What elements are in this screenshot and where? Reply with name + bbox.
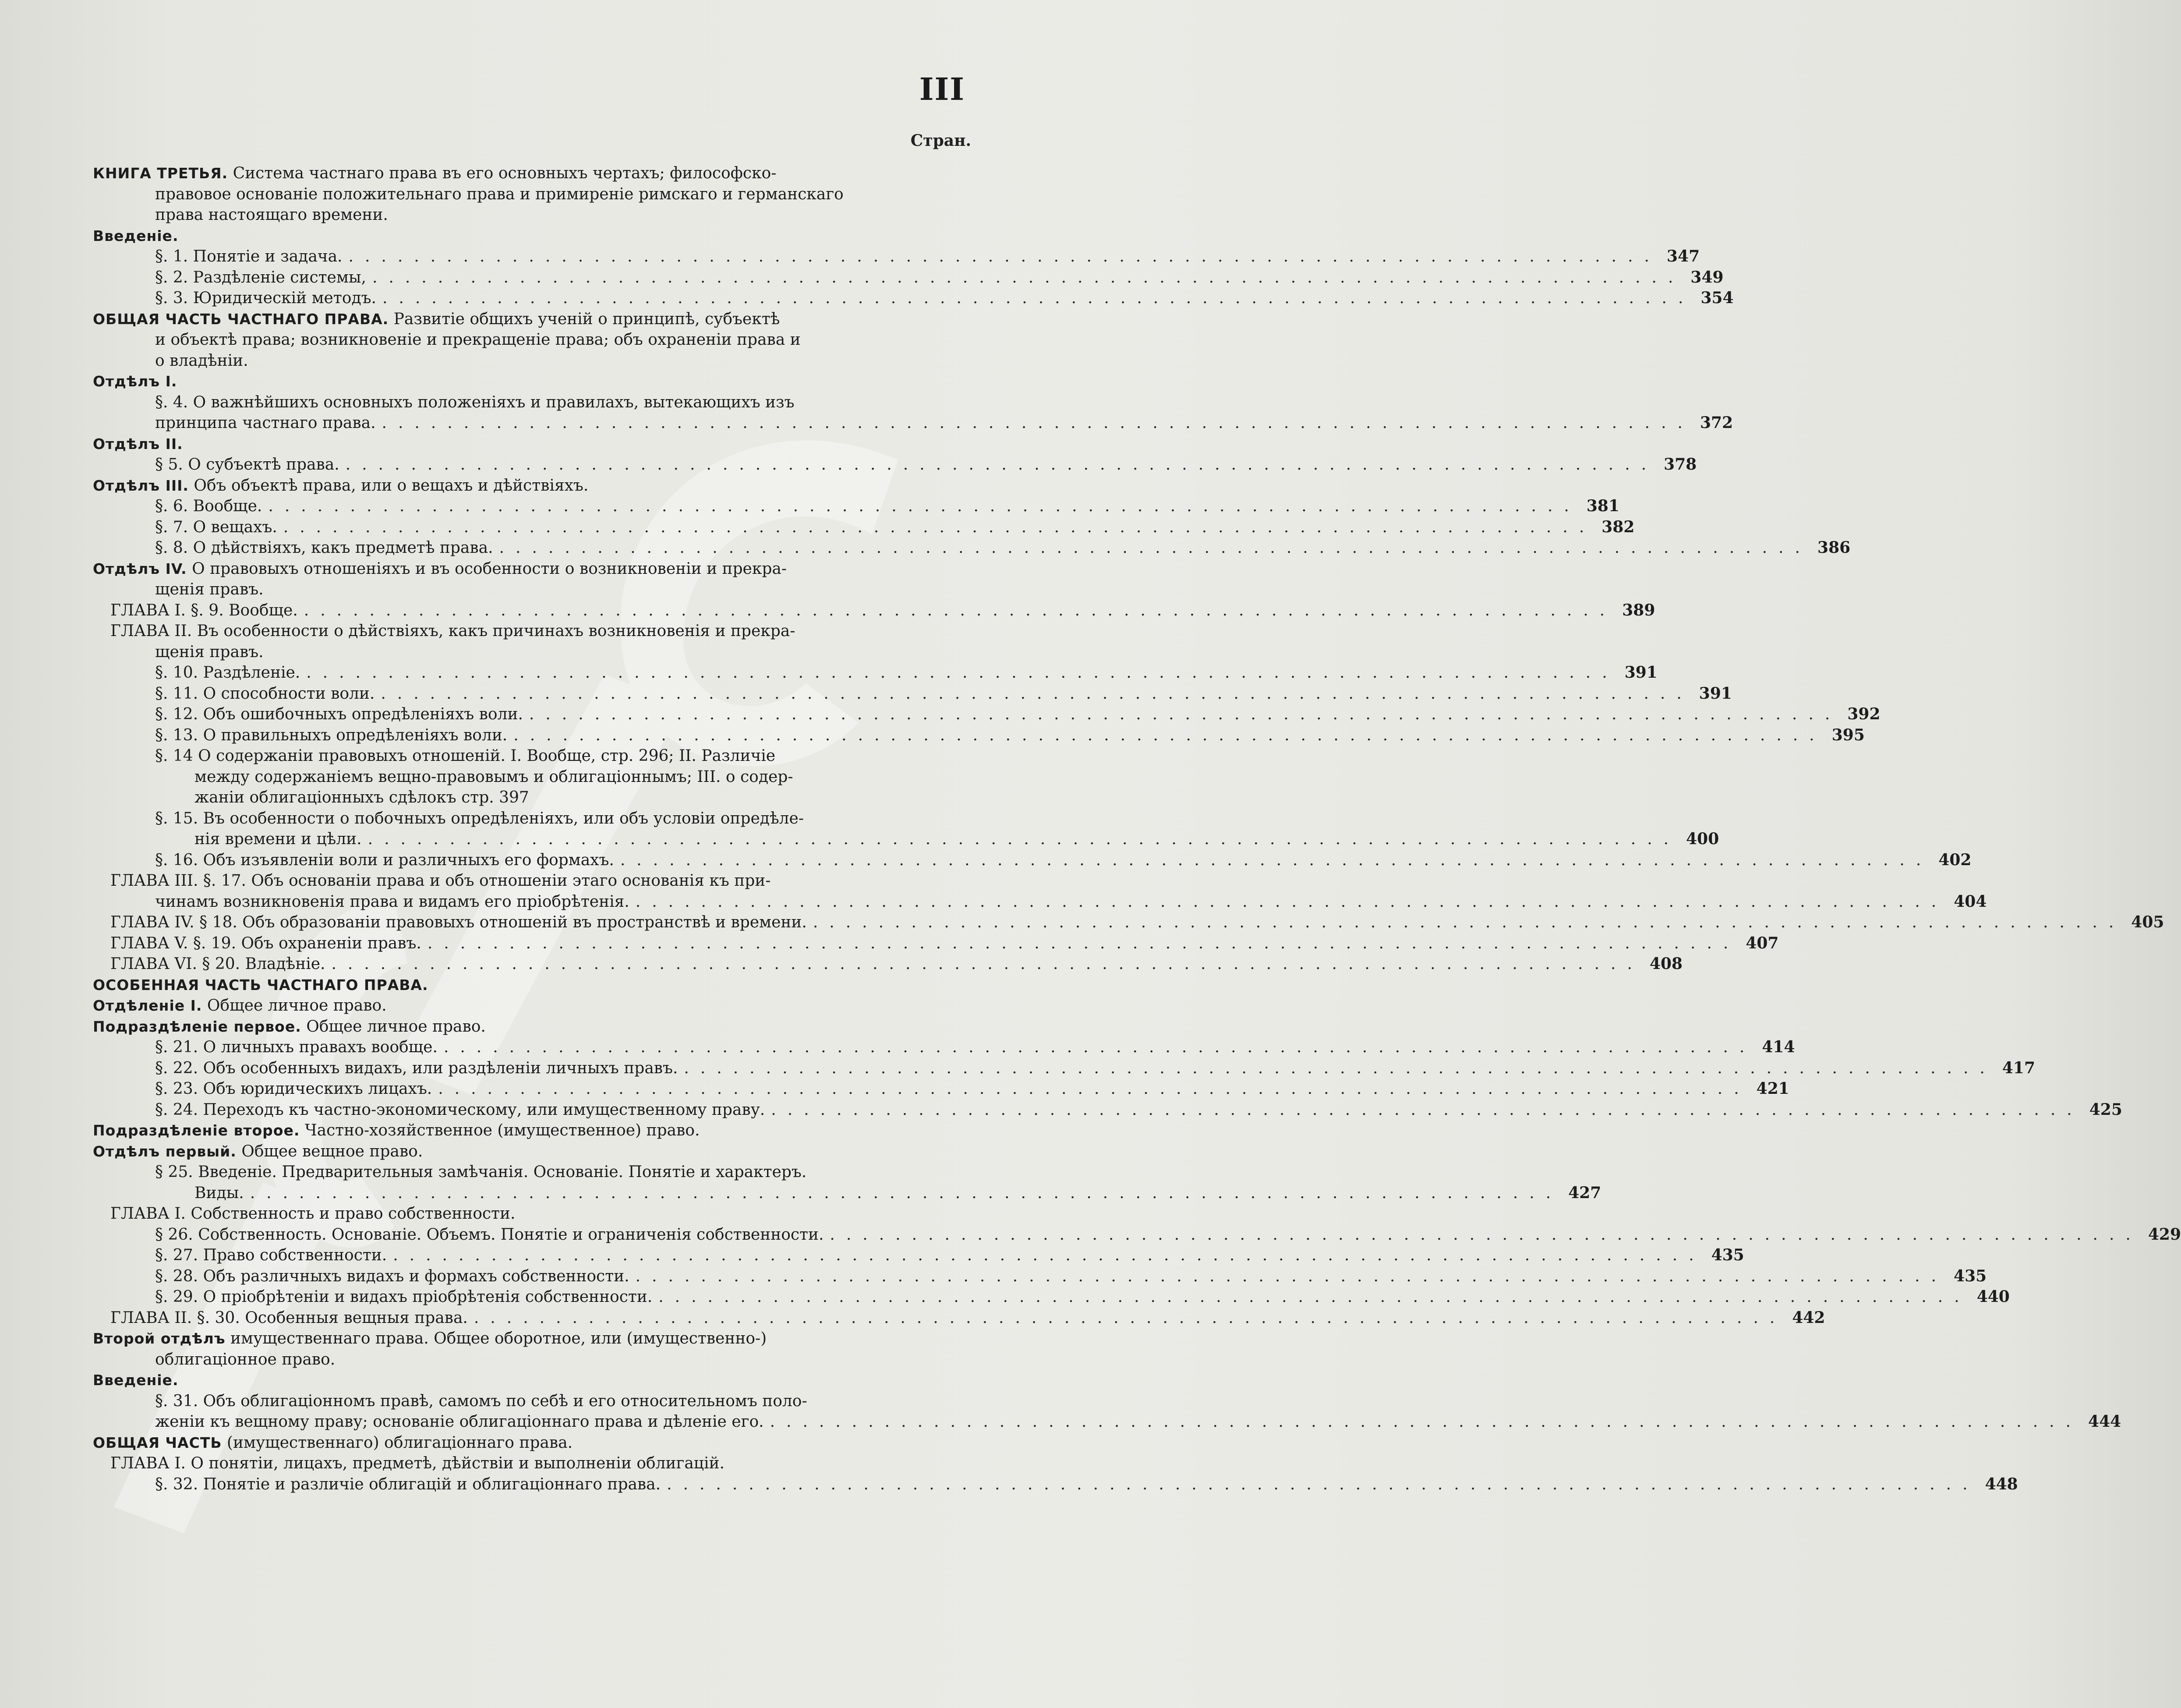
toc-section-heading xyxy=(93,995,965,1016)
toc-entry-title: §. 3. Юридическiй методъ. xyxy=(155,289,376,307)
toc-entry xyxy=(93,704,1881,725)
dot-leader: ................................................................................ xyxy=(443,1038,1756,1056)
dot-leader: ................................................................................ xyxy=(438,1080,1750,1098)
toc-entry xyxy=(93,933,1779,954)
toc-heading-label: Введенiе. xyxy=(93,227,179,244)
toc-section-heading xyxy=(93,163,965,184)
toc-entry xyxy=(93,496,1619,517)
toc-entry-title: §. 11. О способности воли. xyxy=(155,684,375,703)
toc-page-number: 386 xyxy=(1817,538,1851,557)
toc-entry xyxy=(93,1474,2018,1495)
toc-entry-text xyxy=(110,954,325,975)
toc-section-heading xyxy=(93,559,965,580)
toc-entry xyxy=(93,912,2164,933)
toc-entry xyxy=(93,267,1724,288)
toc-entry-text xyxy=(155,1392,807,1410)
toc-entry xyxy=(93,1203,965,1224)
toc-entry xyxy=(93,808,965,829)
toc-entry xyxy=(93,454,1697,475)
dot-leader: ................................................................................ xyxy=(770,1413,2082,1431)
toc-entry-text xyxy=(155,891,629,912)
toc-entry-text xyxy=(155,517,277,538)
dot-leader: ................................................................................ xyxy=(635,1267,1948,1285)
dot-leader: ................................................................................ xyxy=(813,913,2125,931)
toc-page-number: 382 xyxy=(1601,517,1635,536)
toc-entry-title: §. 28. Объ различныхъ видахъ и формахъ собственности. xyxy=(155,1267,629,1285)
toc-entry-text xyxy=(110,1205,515,1223)
toc-page-number: 395 xyxy=(1831,725,1865,744)
toc-entry-title: §. 4. О важнѣйшихъ основныхъ положенiяхъ и правилахъ, вытекающихъ изъ xyxy=(155,393,795,411)
toc-section-heading xyxy=(93,226,965,247)
toc-entry xyxy=(93,1245,1744,1266)
toc-entry-title: права настоящаго времени. xyxy=(155,206,388,224)
toc-entry-text xyxy=(110,600,298,621)
toc-entry-text xyxy=(155,1287,652,1308)
toc-entry xyxy=(93,1058,2036,1079)
toc-entry-text xyxy=(155,1100,765,1121)
toc-entry-title: О правовыхъ отношенiяхъ и въ особенности о возникновенiи и прекра- xyxy=(187,559,787,578)
toc-entry-title: § 5. О субъектѣ права. xyxy=(155,456,339,474)
toc-entry-continuation xyxy=(93,767,965,788)
toc-entry-text xyxy=(155,267,366,288)
toc-section-heading xyxy=(93,1016,965,1037)
toc-heading-label: ОСОБЕННАЯ ЧАСТЬ ЧАСТНАГО ПРАВА. xyxy=(93,976,428,994)
toc-entry-continuation xyxy=(93,891,1987,912)
dot-leader: ................................................................................ xyxy=(513,726,1826,744)
toc-page-number: 444 xyxy=(2088,1412,2121,1431)
toc-section-heading xyxy=(93,475,965,496)
toc-entry-title: нiя времени и цѣли. xyxy=(194,830,362,848)
dot-leader: ................................................................................ xyxy=(474,1308,1786,1327)
toc-heading-label: Подраздѣленiе первое. xyxy=(93,1018,301,1035)
table-of-contents xyxy=(93,163,2181,1495)
toc-page-number: 421 xyxy=(1756,1079,1789,1098)
toc-entry-title: ГЛАВА II. Въ особенности о дѣйствiяхъ, какъ причинахъ возникновенiя и прекра- xyxy=(110,622,795,640)
toc-section-heading xyxy=(93,1432,965,1453)
toc-entry-title: Общее личное право. xyxy=(301,1017,486,1036)
toc-entry-text xyxy=(155,1351,335,1369)
dot-leader: ................................................................................ xyxy=(331,955,1644,973)
toc-page-number: 442 xyxy=(1792,1308,1825,1327)
dot-leader: ................................................................................ xyxy=(393,1246,1705,1264)
toc-page-number: 448 xyxy=(1985,1475,2018,1493)
toc-entry-title: принципа частнаго права. xyxy=(155,414,376,432)
toc-entry-text xyxy=(155,683,375,704)
toc-entry xyxy=(93,392,965,413)
toc-entry-text xyxy=(155,850,614,871)
toc-entry xyxy=(93,1100,2122,1121)
dot-leader: ................................................................................ xyxy=(830,1225,2142,1244)
dot-leader: ................................................................................ xyxy=(268,497,1580,515)
toc-entry-text xyxy=(155,496,262,517)
toc-page-number: 408 xyxy=(1649,955,1683,973)
toc-entry-text xyxy=(155,1079,432,1100)
dot-leader: ................................................................................ xyxy=(382,289,1695,307)
toc-entry-text xyxy=(110,912,807,933)
toc-entry-text xyxy=(93,560,787,578)
toc-entry-text xyxy=(155,580,264,598)
toc-entry xyxy=(93,1287,2010,1308)
toc-entry-title: щенiя правъ. xyxy=(155,580,264,598)
dot-leader: ................................................................................ xyxy=(306,664,1619,682)
toc-entry xyxy=(93,1453,965,1474)
toc-entry-text xyxy=(155,206,388,224)
toc-entry-title: §. 1. Понятiе и задача. xyxy=(155,248,343,265)
toc-entry-title: §. 8. О дѣйствiяхъ, какъ предметѣ права. xyxy=(155,539,493,557)
toc-entry-text xyxy=(194,829,362,850)
toc-entry-text xyxy=(155,1163,806,1181)
toc-entry-continuation xyxy=(93,579,965,600)
toc-entry xyxy=(93,1162,965,1183)
toc-entry-text xyxy=(93,164,776,182)
toc-entry-text xyxy=(155,1411,764,1432)
toc-entry-continuation xyxy=(93,184,965,205)
toc-entry-title: §. 22. Объ особенныхъ видахъ, или раздѣленiи личныхъ правъ. xyxy=(155,1059,678,1077)
toc-page-number: 435 xyxy=(1954,1266,1987,1285)
toc-entry-text xyxy=(110,1454,725,1472)
toc-heading-label: Отдѣлъ I. xyxy=(93,373,177,390)
toc-entry xyxy=(93,850,1972,871)
toc-page-number: 372 xyxy=(1700,414,1733,432)
toc-section-heading xyxy=(93,434,965,455)
toc-entry-title: чинамъ возникновенiя права и видамъ его прiобрѣтенiя. xyxy=(155,892,629,911)
toc-entry-title: §. 7. О вещахъ. xyxy=(155,518,277,536)
toc-entry-text xyxy=(155,810,804,827)
toc-section-heading xyxy=(93,1328,965,1349)
toc-entry-text xyxy=(155,747,775,765)
toc-page-number: 402 xyxy=(1938,850,1972,869)
toc-entry xyxy=(93,288,1734,309)
toc-entry xyxy=(93,246,1700,267)
toc-heading-label: Отдѣленiе I. xyxy=(93,997,202,1014)
toc-entry-title: женiи къ вещному праву; основанiе облигацiоннаго права и дѣленiе его. xyxy=(155,1413,764,1431)
toc-entry-text xyxy=(155,1224,824,1245)
toc-entry xyxy=(93,600,1655,621)
toc-entry-title: § 26. Собственность. Основанiе. Объемъ. Понятiе и ограниченiя собственности. xyxy=(155,1225,824,1244)
toc-entry-title: Система частнаго права въ его основныхъ чертахъ; философско- xyxy=(228,164,777,182)
toc-entry-title: §. 12. Объ ошибочныхъ опредѣленiяхъ воли. xyxy=(155,705,523,723)
toc-entry-text xyxy=(155,1266,629,1287)
toc-entry-title: ГЛАВА II. §. 30. Особенныя вещныя права. xyxy=(110,1308,468,1327)
toc-entry xyxy=(93,683,1732,704)
toc-entry xyxy=(93,1037,1795,1058)
toc-entry-continuation xyxy=(93,1349,965,1370)
toc-entry xyxy=(93,662,1658,683)
toc-entry-text xyxy=(93,372,177,390)
toc-entry-title: §. 23. Объ юридическихъ лицахъ. xyxy=(155,1080,432,1098)
toc-page-number: 391 xyxy=(1624,663,1658,682)
toc-heading-label: ОБЩАЯ ЧАСТЬ ЧАСТНАГО ПРАВА. xyxy=(93,310,389,328)
toc-entry-text xyxy=(155,185,844,203)
toc-entry-text xyxy=(110,933,421,954)
toc-page-number: 425 xyxy=(2089,1100,2122,1119)
toc-entry-text xyxy=(155,413,376,434)
toc-entry-title: жанiи облигацiонныхъ сдѣлокъ стр. 397 xyxy=(194,789,529,806)
toc-heading-label: ОБЩАЯ ЧАСТЬ xyxy=(93,1434,222,1451)
toc-entry-text xyxy=(93,1371,178,1389)
toc-entry-text xyxy=(155,331,801,349)
toc-entry-title: ГЛАВА V. §. 19. Объ охраненiи правъ. xyxy=(110,934,421,952)
toc-entry-text xyxy=(93,1121,700,1139)
dot-leader: ................................................................................ xyxy=(381,684,1693,703)
toc-entry-text xyxy=(155,725,507,746)
toc-entry-text xyxy=(110,622,795,640)
toc-entry xyxy=(93,538,1851,559)
toc-entry-title: ГЛАВА I. О понятiи, лицахъ, предметѣ, дѣйствiи и выполненiи облигацiй. xyxy=(110,1454,725,1472)
toc-entry-title: ГЛАВА I. Собственность и право собственности. xyxy=(110,1205,516,1223)
dot-leader: ................................................................................ xyxy=(348,248,1661,265)
toc-page-number: 389 xyxy=(1622,601,1655,619)
toc-entry-text xyxy=(93,227,178,245)
toc-entry xyxy=(93,870,965,891)
toc-entry-title: и объектѣ права; возникновенiе и прекращенiе права; объ охраненiи права и xyxy=(155,331,801,349)
toc-entry-text xyxy=(155,704,523,725)
toc-heading-label: Отдѣлъ IV. xyxy=(93,560,187,577)
dot-leader: ................................................................................ xyxy=(620,851,1933,869)
toc-entry xyxy=(93,746,965,767)
toc-entry-text xyxy=(155,1245,387,1266)
toc-entry-title: Общее вещное право. xyxy=(236,1142,423,1160)
dot-leader: ................................................................................ xyxy=(684,1059,1996,1077)
toc-entry-text xyxy=(93,1434,573,1452)
dot-leader: ................................................................................ xyxy=(382,414,1694,432)
toc-page-number: 407 xyxy=(1746,934,1779,952)
toc-heading-label: Подраздѣленiе второе. xyxy=(93,1122,300,1139)
toc-entry xyxy=(93,954,1683,975)
toc-entry-title: (имущественнаго) облигацiоннаго права. xyxy=(222,1433,573,1452)
toc-entry-text xyxy=(155,393,795,411)
dot-leader: ................................................................................ xyxy=(304,601,1616,619)
toc-section-heading xyxy=(93,1120,965,1141)
toc-entry-continuation xyxy=(93,1411,2121,1432)
toc-entry-continuation xyxy=(93,205,965,226)
toc-entry xyxy=(93,1079,1789,1100)
dot-leader: ................................................................................ xyxy=(667,1475,1979,1493)
toc-entry-title: §. 16. Объ изъявленiи воли и различныхъ его формахъ. xyxy=(155,851,614,869)
toc-page-number: 378 xyxy=(1664,455,1697,474)
toc-entry-continuation xyxy=(93,413,1733,434)
toc-entry-title: облигацiонное право. xyxy=(155,1350,336,1369)
toc-entry-continuation xyxy=(93,329,965,350)
toc-page-number: 381 xyxy=(1586,497,1619,515)
toc-entry-text xyxy=(155,352,248,370)
toc-page-number: 400 xyxy=(1686,830,1719,848)
toc-entry-text xyxy=(155,246,343,267)
toc-entry-title: между содержанiемъ вещно-правовымъ и облигацiоннымъ; III. о содер- xyxy=(194,767,793,786)
toc-entry-title: §. 32. Понятiе и различiе облигацiй и облигацiоннаго права. xyxy=(155,1475,661,1493)
toc-entry-text xyxy=(194,768,793,786)
toc-page-number: 347 xyxy=(1666,247,1700,265)
dot-leader: ................................................................................ xyxy=(250,1184,1562,1202)
toc-entry-text xyxy=(155,1474,661,1495)
toc-entry-title: ГЛАВА VI. § 20. Владѣнiе. xyxy=(110,955,325,973)
toc-entry-title: §. 31. Объ облигацiонномъ правѣ, самомъ по себѣ и его относительномъ поло- xyxy=(155,1392,807,1410)
toc-section-heading xyxy=(93,371,965,392)
toc-entry-title: Развитiе общихъ ученiй о принципѣ, субъектѣ xyxy=(389,310,780,328)
page-column-header: Стран. xyxy=(910,131,971,150)
toc-page-number: 417 xyxy=(2002,1058,2036,1077)
toc-entry-continuation xyxy=(93,829,1719,850)
toc-entry-text xyxy=(93,435,183,453)
toc-entry-text xyxy=(110,1308,468,1329)
toc-heading-label: Отдѣлъ II. xyxy=(93,435,183,453)
toc-entry-title: §. 27. Право собственности. xyxy=(155,1246,387,1264)
toc-heading-label: Отдѣлъ первый. xyxy=(93,1142,237,1160)
dot-leader: ................................................................................ xyxy=(771,1100,2083,1119)
toc-entry-title: § 25. Введенiе. Предварительныя замѣчанiя. Основанiе. Понятiе и характеръ. xyxy=(155,1163,807,1181)
toc-entry-title: §. 14 О содержанiи правовыхъ отношенiй. I. Вообще, стр. 296; II. Различiе xyxy=(155,747,776,765)
dot-leader: ................................................................................ xyxy=(635,892,1948,911)
dot-leader: ................................................................................ xyxy=(345,456,1658,474)
toc-entry-text xyxy=(93,1142,423,1160)
toc-entry-title: §. 2. Раздѣленiе системы, xyxy=(155,268,366,286)
toc-entry-title: §. 13. О правильныхъ опредѣленiяхъ воли. xyxy=(155,726,508,744)
page-number: III xyxy=(919,71,965,107)
dot-leader: ................................................................................ xyxy=(658,1288,1971,1306)
toc-entry-text xyxy=(194,1183,244,1204)
toc-entry-text xyxy=(155,1058,678,1079)
toc-entry-continuation xyxy=(93,642,965,663)
toc-heading-label: Отдѣлъ III. xyxy=(93,477,189,494)
toc-entry xyxy=(93,725,1865,746)
toc-entry-title: Объ объектѣ права, или о вещахъ и дѣйствiяхъ. xyxy=(188,476,589,495)
toc-entry-title: §. 24. Переходъ къ частно-экономическому, или имущественному праву. xyxy=(155,1100,765,1119)
toc-entry-title: о владѣнiи. xyxy=(155,351,248,370)
toc-page-number: 392 xyxy=(1847,705,1881,723)
toc-entry-text xyxy=(155,643,264,661)
dot-leader: ................................................................................ xyxy=(529,705,1842,723)
toc-entry-title: §. 29. О прiобрѣтенiи и видахъ прiобрѣтенiя собственности. xyxy=(155,1288,653,1306)
toc-entry-title: Частно-хозяйственное (имущественное) право. xyxy=(300,1121,700,1139)
toc-entry-text xyxy=(93,997,387,1015)
dot-leader: ................................................................................ xyxy=(427,934,1740,952)
toc-section-heading xyxy=(93,1370,965,1391)
dot-leader: ................................................................................ xyxy=(372,268,1685,286)
toc-page-number: 354 xyxy=(1700,289,1734,307)
toc-entry-text xyxy=(93,1330,767,1347)
toc-entry-title: щенiя правъ. xyxy=(155,643,264,661)
dot-leader: ................................................................................ xyxy=(283,518,1596,536)
toc-entry-title: §. 15. Въ особенности о побочныхъ опредѣленiяхъ, или объ условiи опредѣле- xyxy=(155,809,804,827)
toc-entry-title: §. 21. О личныхъ правахъ вообще. xyxy=(155,1038,438,1056)
toc-entry xyxy=(93,1224,2181,1245)
toc-entry-title: ГЛАВА III. §. 17. Объ основанiи права и объ отношенiи этаго основанiя къ при- xyxy=(110,872,771,890)
toc-entry-title: правовое основанiе положительнаго права и примиренiе римскаго и германскаго xyxy=(155,185,844,203)
toc-entry-title: Виды. xyxy=(194,1184,244,1202)
toc-page-number: 429 xyxy=(2148,1225,2181,1244)
toc-entry-title: ГЛАВА IV. § 18. Объ образованiи правовыхъ отношенiй въ пространствѣ и времени. xyxy=(110,913,807,931)
toc-entry-title: ГЛАВА I. §. 9. Вообще. xyxy=(110,601,298,619)
toc-page-number: 440 xyxy=(1976,1287,2010,1306)
toc-entry-text xyxy=(93,976,428,994)
toc-entry-title: имущественнаго права. Общее оборотное, или (имущественно-) xyxy=(225,1330,767,1347)
toc-entry-title: §. 10. Раздѣленiе. xyxy=(155,664,300,682)
toc-entry-title: §. 6. Вообще. xyxy=(155,497,262,515)
toc-page-number: 414 xyxy=(1762,1038,1795,1056)
toc-heading-label: КНИГА ТРЕТЬЯ. xyxy=(93,165,228,182)
toc-entry-text xyxy=(93,477,588,495)
toc-entry-text xyxy=(155,1037,438,1058)
toc-entry-text xyxy=(155,288,376,309)
toc-section-heading xyxy=(93,975,965,996)
dot-leader: ................................................................................ xyxy=(499,539,1812,557)
toc-heading-label: Второй отдѣлъ xyxy=(93,1330,226,1347)
toc-section-heading xyxy=(93,309,965,330)
toc-entry-continuation xyxy=(93,1183,1601,1204)
toc-section-heading xyxy=(93,1141,965,1162)
toc-heading-label: Введенiе. xyxy=(93,1372,179,1389)
toc-entry-continuation xyxy=(93,787,965,808)
toc-entry-text xyxy=(155,662,300,683)
toc-entry xyxy=(93,517,1635,538)
toc-entry-text xyxy=(93,1018,486,1036)
toc-page-number: 404 xyxy=(1954,892,1987,911)
toc-page-number: 427 xyxy=(1568,1183,1601,1202)
toc-entry xyxy=(93,621,965,642)
toc-entry xyxy=(93,1308,1825,1329)
toc-entry-text xyxy=(155,538,493,559)
toc-page-number: 435 xyxy=(1711,1246,1744,1264)
toc-entry xyxy=(93,1391,965,1412)
toc-entry-text xyxy=(155,454,339,475)
toc-entry-title: Общее личное право. xyxy=(202,997,387,1015)
toc-page-number: 391 xyxy=(1699,684,1732,703)
toc-page-number: 405 xyxy=(2131,913,2164,931)
toc-entry-text xyxy=(93,310,780,328)
toc-entry-text xyxy=(110,872,771,890)
toc-entry-text xyxy=(194,789,529,806)
toc-entry xyxy=(93,1266,1987,1287)
toc-entry-continuation xyxy=(93,350,965,371)
toc-page-number: 349 xyxy=(1690,268,1724,286)
dot-leader: ................................................................................ xyxy=(368,830,1680,848)
